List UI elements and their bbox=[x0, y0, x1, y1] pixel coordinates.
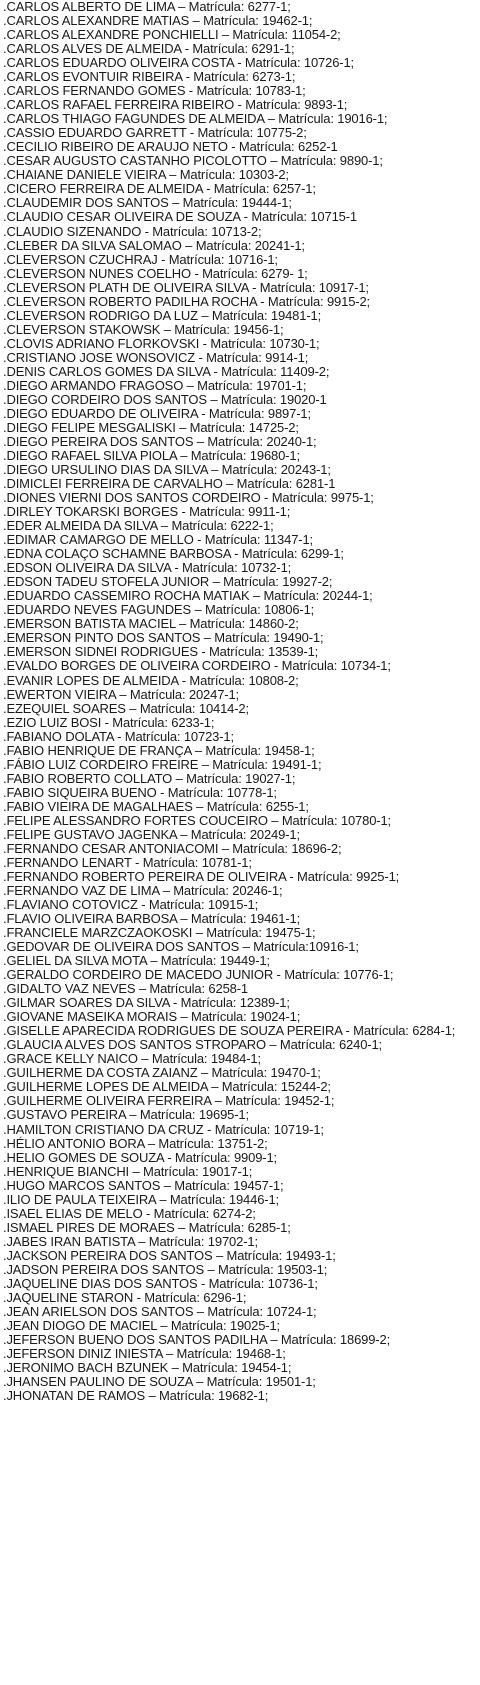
list-item: .CARLOS THIAGO FAGUNDES DE ALMEIDA – Matrícula: 19016-1; bbox=[3, 111, 388, 127]
list-item: .HÉLIO ANTONIO BORA – Matrícula: 13751-2; bbox=[3, 1135, 268, 1151]
list-item: .EDNA COLAÇO SCHAMNE BARBOSA - Matrícula: 6299-1; bbox=[3, 546, 344, 562]
list-item: .JACKSON PEREIRA DOS SANTOS – Matrícula: 19493-1; bbox=[3, 1247, 336, 1263]
list-item: .DIEGO FELIPE MESGALISKI – Matrícula: 14725-2; bbox=[3, 419, 299, 435]
list-item: .JHONATAN DE RAMOS – Matrícula: 19682-1; bbox=[3, 1388, 269, 1404]
list-item: .ISAEL ELIAS DE MELO - Matrícula: 6274-2; bbox=[3, 1205, 256, 1221]
list-item: .CHAIANE DANIELE VIEIRA – Matrícula: 10303-2; bbox=[3, 167, 289, 183]
list-item: .EDUARDO CASSEMIRO ROCHA MATIAK – Matrícula: 20244-1; bbox=[3, 588, 373, 604]
list-item: .CLOVIS ADRIANO FLORKOVSKI - Matrícula: 10730-1; bbox=[3, 335, 320, 351]
list-item: .DIEGO EDUARDO DE OLIVEIRA - Matrícula: 9897-1; bbox=[3, 405, 311, 421]
list-item: .JERONIMO BACH BZUNEK – Matrícula: 19454-1; bbox=[3, 1360, 292, 1376]
list-item: .CLEBER DA SILVA SALOMAO – Matrícula: 20241-1; bbox=[3, 237, 305, 253]
list-item: .FLAVIANO COTOVICZ - Matrícula: 10915-1; bbox=[3, 897, 259, 912]
list-item: .EMERSON PINTO DOS SANTOS – Matrícula: 19490-1; bbox=[3, 630, 324, 646]
list-item: .CARLOS ALEXANDRE MATIAS – Matrícula: 19462-1; bbox=[3, 13, 313, 29]
list-item: .CARLOS EDUARDO OLIVEIRA COSTA - Matrícula: 10726-1; bbox=[3, 55, 355, 71]
list-item: .FERNANDO VAZ DE LIMA – Matrícula: 20246-1; bbox=[3, 882, 283, 898]
list-item: .DIONES VIERNI DOS SANTOS CORDEIRO - Matrícula: 9975-1; bbox=[3, 490, 374, 506]
list-item: .JEFERSON BUENO DOS SANTOS PADILHA – Matrícula: 18699-2; bbox=[3, 1331, 391, 1347]
list-item: .JEAN DIOGO DE MACIEL – Matrícula: 19025-1; bbox=[3, 1317, 280, 1333]
list-item: .FABIANO DOLATA - Matrícula: 10723-1; bbox=[3, 728, 234, 744]
list-item: .EVALDO BORGES DE OLIVEIRA CORDEIRO - Matrícula: 10734-1; bbox=[3, 658, 391, 674]
list-item: .JAQUELINE DIAS DOS SANTOS - Matrícula: 10736-1; bbox=[3, 1275, 318, 1291]
list-item: .GIOVANE MASEIKA MORAIS – Matrícula: 19024-1; bbox=[3, 1009, 301, 1025]
list-item: .CARLOS ALBERTO DE LIMA – Matrícula: 6277-1; bbox=[3, 0, 291, 14]
list-item: .CARLOS ALVES DE ALMEIDA - Matrícula: 6291-1; bbox=[3, 41, 295, 57]
list-item: .GISELLE APARECIDA RODRIGUES DE SOUZA PEREIRA - Matrícula: 6284-1; bbox=[3, 1023, 456, 1039]
list-item: .FLAVIO OLIVEIRA BARBOSA – Matrícula: 19461-1; bbox=[3, 911, 301, 927]
list-item: .EWERTON VIEIRA – Matrícula: 20247-1; bbox=[3, 686, 240, 702]
list-item: .GELIEL DA SILVA MOTA – Matrícula: 19449-1; bbox=[3, 953, 270, 969]
list-item: .DIEGO CORDEIRO DOS SANTOS – Matrícula: 19020-1 bbox=[3, 391, 327, 407]
list-item: .GILMAR SOARES DA SILVA - Matrícula: 12389-1; bbox=[3, 995, 290, 1011]
list-item: .EDSON TADEU STOFELA JUNIOR – Matrícula: 19927-2; bbox=[3, 574, 333, 590]
list-item: .EMERSON SIDNEI RODRIGUES - Matrícula: 13539-1; bbox=[3, 644, 319, 660]
list-item: .CLEVERSON STAKOWSK – Matrícula: 19456-1; bbox=[3, 321, 284, 337]
list-item: .CARLOS RAFAEL FERREIRA RIBEIRO - Matrícula: 9893-1; bbox=[3, 97, 348, 113]
list-item: .JEAN ARIELSON DOS SANTOS – Matrícula: 10724-1; bbox=[3, 1303, 317, 1319]
list-item: .FERNANDO LENART - Matrícula: 10781-1; bbox=[3, 854, 252, 870]
list-item: .GIDALTO VAZ NEVES – Matrícula: 6258-1 bbox=[3, 981, 249, 997]
list-item: .HELIO GOMES DE SOUZA - Matrícula: 9909-1; bbox=[3, 1149, 278, 1165]
list-item: .DIEGO RAFAEL SILVA PIOLA – Matrícula: 19680-1; bbox=[3, 448, 300, 463]
list-item: .CLEVERSON RODRIGO DA LUZ – Matrícula: 19481-1; bbox=[3, 307, 322, 323]
list-item: .CRISTIANO JOSE WONSOVICZ - Matrícula: 9914-1; bbox=[3, 349, 309, 365]
list-item: .GUILHERME OLIVEIRA FERREIRA – Matrícula: 19452-1; bbox=[3, 1093, 335, 1109]
list-item: .FABIO ROBERTO COLLATO – Matrícula: 19027-1; bbox=[3, 770, 296, 786]
list-item: .DIEGO URSULINO DIAS DA SILVA – Matrícula: 20243-1; bbox=[3, 462, 331, 478]
list-item: .GEDOVAR DE OLIVEIRA DOS SANTOS – Matrícula:10916-1; bbox=[3, 939, 359, 955]
list-item: .CASSIO EDUARDO GARRETT - Matrícula: 10775-2; bbox=[3, 125, 307, 141]
list-item: .FELIPE ALESSANDRO FORTES COUCEIRO – Matrícula: 10780-1; bbox=[3, 812, 391, 828]
list-item: .JEFERSON DINIZ INIESTA – Matrícula: 19468-1; bbox=[3, 1346, 286, 1361]
list-item: .HAMILTON CRISTIANO DA CRUZ - Matrícula: 10719-1; bbox=[3, 1121, 324, 1137]
list-item: .GUSTAVO PEREIRA – Matrícula: 19695-1; bbox=[3, 1107, 249, 1123]
list-item: .CARLOS ALEXANDRE PONCHIELLI – Matrícula: 11054-2; bbox=[3, 27, 341, 43]
list-item: .EDIMAR CAMARGO DE MELLO - Matrícula: 11347-1; bbox=[3, 532, 314, 548]
list-item: .DENIS CARLOS GOMES DA SILVA - Matrícula: 11409-2; bbox=[3, 363, 330, 379]
list-item: .CICERO FERREIRA DE ALMEIDA - Matrícula: 6257-1; bbox=[3, 181, 316, 197]
list-item: .GRACE KELLY NAICO – Matrícula: 19484-1; bbox=[3, 1051, 261, 1067]
list-item: .CLAUDIO CESAR OLIVEIRA DE SOUZA - Matrícula: 10715-1 bbox=[3, 209, 358, 225]
list-item: .JADSON PEREIRA DOS SANTOS – Matrícula: 19503-1; bbox=[3, 1261, 328, 1277]
list-item: .JHANSEN PAULINO DE SOUZA – Matrícula: 19501-1; bbox=[3, 1374, 316, 1390]
list-item: .JAQUELINE STARON - Matrícula: 6296-1; bbox=[3, 1289, 247, 1305]
list-item: .FABIO SIQUEIRA BUENO - Matrícula: 10778-1; bbox=[3, 784, 277, 800]
list-item: .ILIO DE PAULA TEIXEIRA – Matrícula: 19446-1; bbox=[3, 1191, 280, 1207]
list-item: .ISMAEL PIRES DE MORAES – Matrícula: 6285-1; bbox=[3, 1219, 291, 1235]
list-item: .EZIO LUIZ BOSI - Matrícula: 6233-1; bbox=[3, 714, 215, 730]
list-item: .JABES IRAN BATISTA – Matrícula: 19702-1; bbox=[3, 1233, 258, 1249]
list-item: .CARLOS EVONTUIR RIBEIRA - Matrícula: 6273-1; bbox=[3, 69, 296, 85]
list-item: .FABIO HENRIQUE DE FRANÇA – Matrícula: 19458-1; bbox=[3, 742, 315, 758]
list-item: .DIRLEY TOKARSKI BORGES - Matrícula: 9911-1; bbox=[3, 504, 291, 520]
list-item: .FERNANDO CESAR ANTONIACOMI – Matrícula: 18696-2; bbox=[3, 840, 342, 856]
list-item: .EDUARDO NEVES FAGUNDES – Matrícula: 10806-1; bbox=[3, 602, 315, 618]
list-item: .FÁBIO LUIZ CORDEIRO FREIRE – Matrícula: 19491-1; bbox=[3, 756, 322, 772]
list-item: .EDER ALMEIDA DA SILVA – Matrícula: 6222-1; bbox=[3, 518, 274, 534]
list-item: .EDSON OLIVEIRA DA SILVA - Matrícula: 10732-1; bbox=[3, 560, 292, 576]
list-item: .FELIPE GUSTAVO JAGENKA – Matrícula: 20249-1; bbox=[3, 826, 300, 842]
list-item: .GERALDO CORDEIRO DE MACEDO JUNIOR - Matrícula: 10776-1; bbox=[3, 967, 394, 983]
list-item: .CLEVERSON NUNES COELHO - Matrícula: 6279- 1; bbox=[3, 265, 308, 281]
list-item: .DIEGO PEREIRA DOS SANTOS – Matrícula: 20240-1; bbox=[3, 433, 317, 449]
list-item: .DIMICLEI FERREIRA DE CARVALHO – Matrícula: 6281-1 bbox=[3, 476, 336, 492]
list-item: .CESAR AUGUSTO CASTANHO PICOLOTTO – Matrícula: 9890-1; bbox=[3, 153, 383, 169]
list-item: .EZEQUIEL SOARES – Matrícula: 10414-2; bbox=[3, 700, 249, 716]
list-item: .CARLOS FERNANDO GOMES - Matrícula: 10783-1; bbox=[3, 83, 306, 99]
list-item: .FRANCIELE MARZCZAOKOSKI – Matrícula: 19475-1; bbox=[3, 925, 316, 941]
list-item: .GUILHERME LOPES DE ALMEIDA – Matrícula: 15244-2; bbox=[3, 1079, 331, 1095]
list-item: .CLEVERSON CZUCHRAJ - Matrícula: 10716-1; bbox=[3, 251, 278, 267]
list-item: .CLAUDEMIR DOS SANTOS – Matrícula: 19444-1; bbox=[3, 195, 292, 211]
list-item: .CLAUDIO SIZENANDO - Matrícula: 10713-2; bbox=[3, 223, 262, 239]
list-item: .HUGO MARCOS SANTOS – Matrícula: 19457-1; bbox=[3, 1177, 284, 1193]
list-item: .GLAUCIA ALVES DOS SANTOS STROPARO – Matrícula: 6240-1; bbox=[3, 1037, 383, 1053]
list-item: .FERNANDO ROBERTO PEREIRA DE OLIVEIRA - Matrícula: 9925-1; bbox=[3, 868, 400, 884]
list-item: .DIEGO ARMANDO FRAGOSO – Matrícula: 19701-1; bbox=[3, 377, 307, 393]
list-item: .CLEVERSON ROBERTO PADILHA ROCHA - Matrícula: 9915-2; bbox=[3, 293, 371, 309]
list-item: .EVANIR LOPES DE ALMEIDA - Matrícula: 10808-2; bbox=[3, 672, 299, 688]
list-item: .EMERSON BATISTA MACIEL – Matrícula: 14860-2; bbox=[3, 616, 299, 632]
list-item: .CECILIO RIBEIRO DE ARAUJO NETO - Matrícula: 6252-1 bbox=[3, 139, 338, 155]
list-item: .CLEVERSON PLATH DE OLIVEIRA SILVA - Matrícula: 10917-1; bbox=[3, 279, 369, 295]
list-item: .GUILHERME DA COSTA ZAIANZ – Matrícula: 19470-1; bbox=[3, 1065, 321, 1081]
list-item: .FABIO VIEIRA DE MAGALHAES – Matrícula: 6255-1; bbox=[3, 798, 309, 814]
list-item: .HENRIQUE BIANCHI – Matrícula: 19017-1; bbox=[3, 1163, 253, 1179]
